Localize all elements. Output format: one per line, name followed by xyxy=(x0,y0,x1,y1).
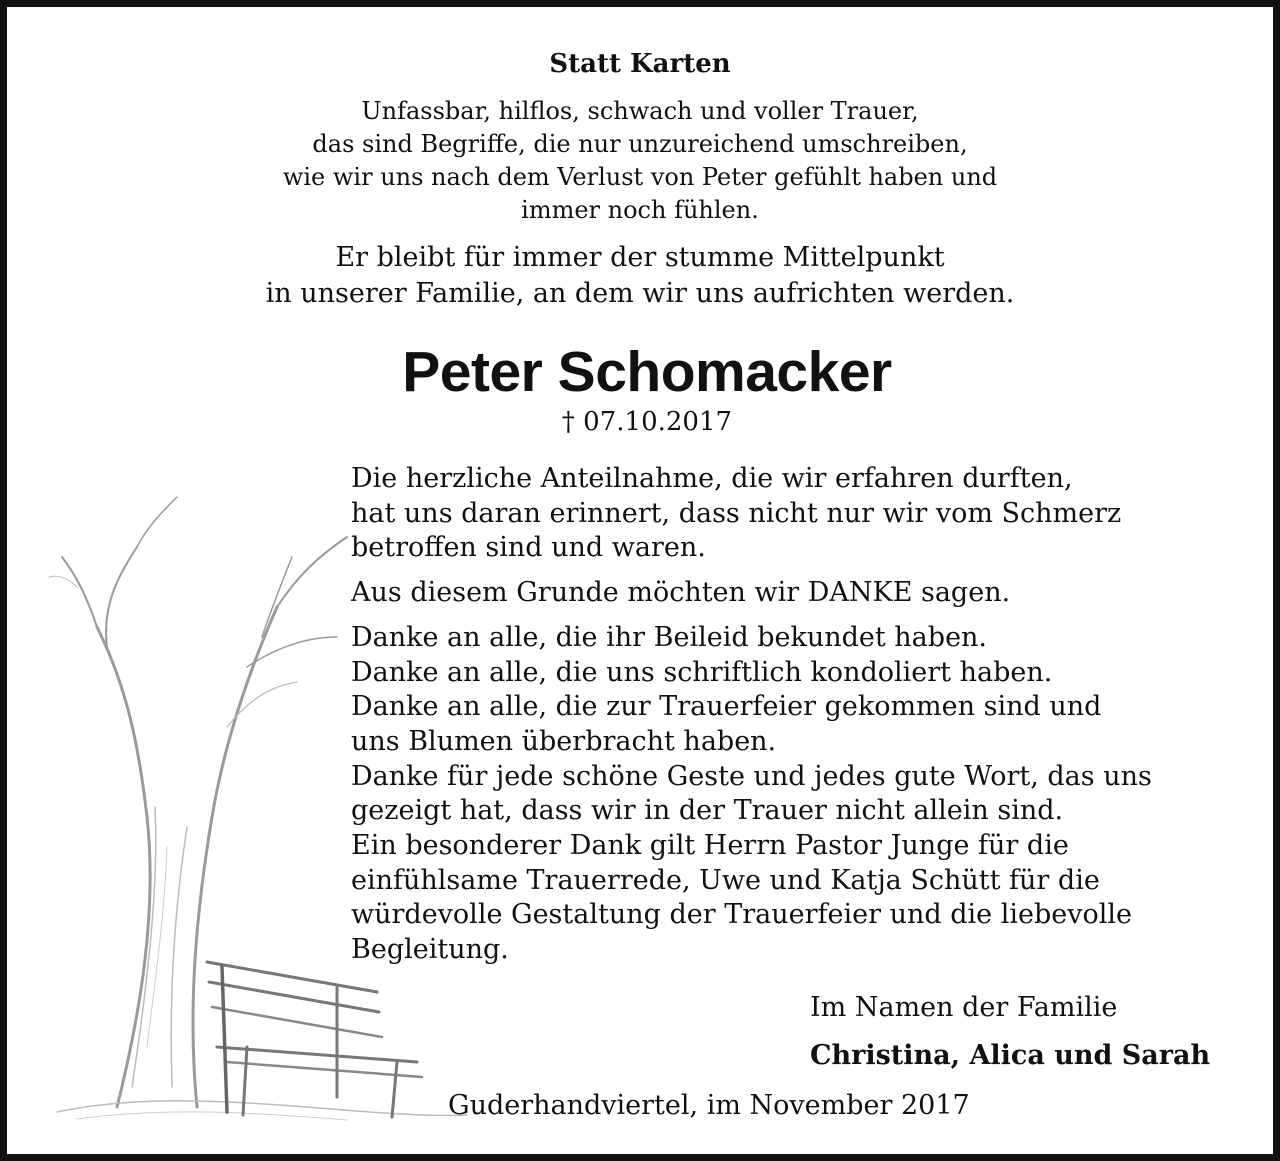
text-line: Danke für jede schöne Geste und jedes gute Wort, das uns xyxy=(351,760,1152,792)
text-line: Aus diesem Grunde möchten wir DANKE sagen. xyxy=(351,577,1011,609)
intro-line: das sind Begriffe, die nur unzureichend umschreiben, xyxy=(312,130,968,158)
text-line: gezeigt hat, dass wir in der Trauer nicht allein sind. xyxy=(351,795,1064,827)
text-line: Danke an alle, die ihr Beileid bekundet haben. xyxy=(351,621,988,653)
text-line: uns Blumen überbracht haben. xyxy=(351,725,777,757)
death-date: † 07.10.2017 xyxy=(561,407,733,437)
text-line: Begleitung. xyxy=(351,934,509,966)
quote-line: in unserer Familie, an dem wir uns aufrichten werden. xyxy=(265,278,1015,309)
text-line: Ein besonderer Dank gilt Herrn Pastor Junge für die xyxy=(351,830,1069,862)
text-line: Die herzliche Anteilnahme, die wir erfahren durften, xyxy=(351,463,1073,494)
quote-line: Er bleibt für immer der stumme Mittelpunkt xyxy=(335,242,945,273)
intro-line: Unfassbar, hilflos, schwach und voller Trauer, xyxy=(361,97,919,125)
signature-names: Christina, Alica und Sarah xyxy=(810,1040,1211,1071)
text-line: einfühlsame Trauerrede, Uwe und Katja Schütt für die xyxy=(351,864,1100,896)
heading-statt-karten: Statt Karten xyxy=(549,49,731,79)
intro-text xyxy=(7,95,1273,227)
deceased-name: Peter Schomacker xyxy=(402,340,892,404)
intro-line: wie wir uns nach dem Verlust von Peter gefühlt haben und xyxy=(282,163,998,191)
text-line: Danke an alle, die uns schriftlich kondoliert haben. xyxy=(351,656,1053,688)
paragraph xyxy=(351,621,1251,968)
text-line: würdevolle Gestaltung der Trauerfeier und die liebevolle xyxy=(351,899,1132,931)
text-line: hat uns daran erinnert, dass nicht nur wir vom Schmerz xyxy=(351,497,1122,529)
place-date: Guderhandviertel, im November 2017 xyxy=(448,1090,970,1121)
intro-line: immer noch fühlen. xyxy=(521,196,759,224)
quote-text xyxy=(7,240,1273,312)
paragraph xyxy=(351,576,1251,611)
signature-intro: Im Namen der Familie xyxy=(810,992,1118,1023)
thanks-text xyxy=(351,462,1251,978)
text-line: Danke an alle, die zur Trauerfeier gekommen sind und xyxy=(351,691,1102,723)
paragraph xyxy=(351,462,1251,566)
text-line: betroffen sind und waren. xyxy=(351,532,706,564)
